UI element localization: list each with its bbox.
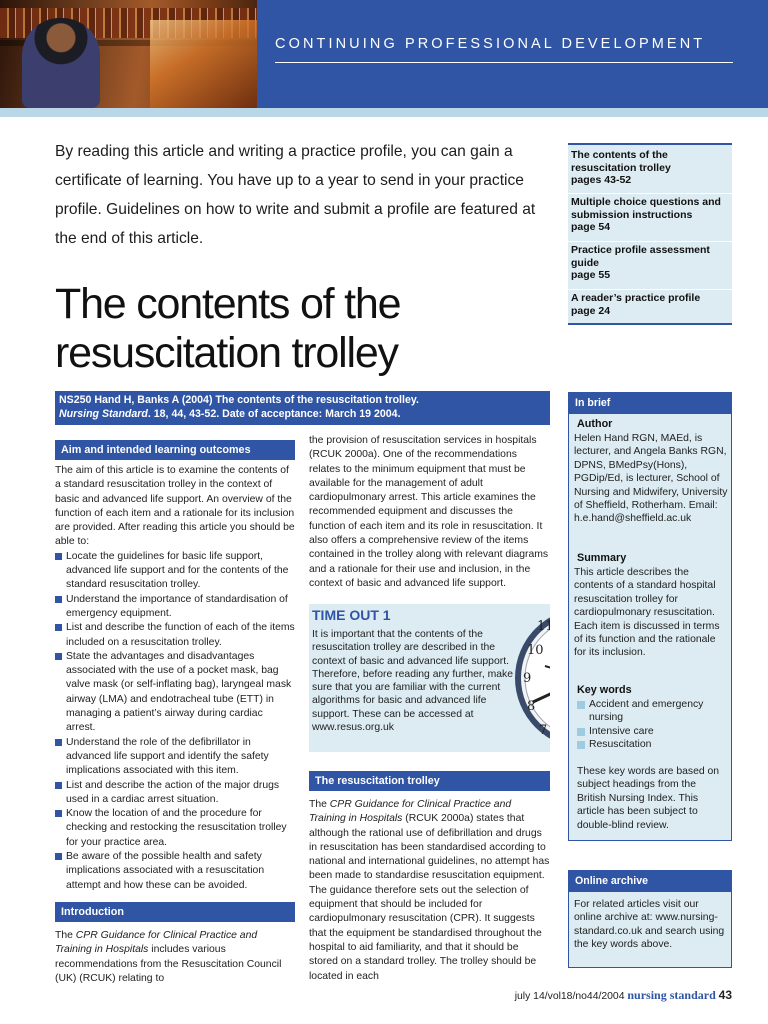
keywords-label: Key words bbox=[577, 684, 632, 696]
bullet-square-icon bbox=[55, 596, 62, 603]
objectives-list bbox=[55, 550, 295, 893]
page-footer bbox=[440, 988, 732, 1003]
timeout-text: It is important that the contents of the resuscitation trolley are described in the context of basic and advanced life support. Therefore, before reading any further, make sure that you are familiar with the current algorithms for basic and advanced life support. These can be accessed at www.resus.org.uk bbox=[312, 629, 513, 734]
list-item: Locate the guidelines for basic life support, advanced life support and for the contents of the standard resuscitation trolley. bbox=[55, 550, 295, 593]
citation-line2: Nursing Standard. 18, 44, 43-52. Date of acceptance: March 19 2004. bbox=[59, 407, 401, 420]
contents-item[interactable] bbox=[568, 244, 732, 282]
series-underline bbox=[275, 62, 733, 63]
list-item[interactable]: Intensive care bbox=[577, 725, 729, 738]
list-item[interactable]: Resuscitation bbox=[577, 738, 729, 751]
contents-item-title: A reader’s practice profile bbox=[571, 292, 701, 304]
issue-info: july 14/vol18/no44/2004 bbox=[514, 991, 625, 1002]
summary-text: This article describes the contents of a standard hospital resuscitation trolley for cardiopulmonary resuscitation. Each item is discussed in terms of its function and the rationale for its inclusion. bbox=[574, 567, 720, 659]
trolley-heading: The resuscitation trolley bbox=[309, 771, 550, 791]
timeout-title: TIME OUT 1 bbox=[312, 607, 391, 623]
list-item: List and describe the function of each of the items included on a resuscitation trolley. bbox=[55, 621, 295, 650]
summary-label: Summary bbox=[577, 552, 627, 564]
contents-item-pages: page 54 bbox=[571, 221, 611, 233]
bullet-square-icon bbox=[55, 653, 62, 660]
header-rule bbox=[0, 108, 768, 117]
citation-line1: NS250 Hand H, Banks A (2004) The contents of the resuscitation trolley. bbox=[59, 394, 419, 406]
clock-icon bbox=[515, 606, 554, 750]
aims-heading: Aim and intended learning outcomes bbox=[55, 440, 295, 460]
bullet-square-icon bbox=[55, 553, 62, 560]
bullet-square-icon bbox=[577, 728, 585, 736]
bullet-square-icon bbox=[577, 701, 585, 709]
article-title-line1: The contents of the bbox=[55, 280, 401, 328]
bullet-square-icon bbox=[55, 739, 62, 746]
contents-item-pages: pages 43-52 bbox=[571, 174, 632, 186]
list-item: Understand the importance of standardisation of emergency equipment. bbox=[55, 593, 295, 622]
list-item: Know the location of and the procedure for checking and restocking the resuscitation trolley for your practice area. bbox=[55, 807, 295, 850]
keywords-list bbox=[577, 698, 729, 752]
citation-journal: Nursing Standard bbox=[59, 407, 148, 420]
citation-box bbox=[55, 391, 550, 425]
contents-box bbox=[568, 143, 732, 325]
header-photo bbox=[0, 0, 257, 108]
intro-paragraph: By reading this article and writing a practice profile, you can gain a certificate of learning. You have up to a year to send in your practice profile. Guidelines on how to write and submit a profile are featured at the end of this article. bbox=[55, 143, 536, 247]
clock-number: 10 bbox=[527, 643, 544, 658]
contents-item-title: The contents of the resuscitation trolley bbox=[571, 149, 671, 174]
list-item: List and describe the action of the major drugs used in a cardiac arrest situation. bbox=[55, 779, 295, 808]
contents-item[interactable] bbox=[568, 149, 732, 187]
trolley-body: The CPR Guidance for Clinical Practice and Training in Hospitals (RCUK 2000a) states that although the rational use of defibrillation and drugs in resuscitation has been standardised according to national and international guidelines, no attempt has been made to standardise resuscitation equipment. The guidance therefore sets out the selection of equipment that should be included for cardiopulmonary resuscitation (CPR). It suggests that the equipment be standardised throughout the hospital to aid familiarity, and that it should be stored on a standard trolley. The trolley should be located in each bbox=[309, 799, 550, 982]
column2-text: the provision of resuscitation services in hospitals (RCUK 2000a). One of the recommendations relates to the minimum equipment that must be available for the management of adult cardiopulmonary arrest. This article examines the recommended equipment and discusses the function of each item and its role in resuscitation. It also offers a comprehensive review of the items contained in the trolley along with relevant diagrams and a rationale for their use and inclusion, in the context of basic and advanced life support. bbox=[309, 435, 549, 589]
clock-number: 7 bbox=[539, 723, 548, 738]
keywords-note: These key words are based on subject headings from the British Nursing Index. This article has been subject to double-blind review. bbox=[577, 766, 720, 831]
series-title: CONTINUING PROFESSIONAL DEVELOPMENT bbox=[275, 36, 706, 52]
article-title-line2: resuscitation trolley bbox=[55, 329, 398, 377]
timeout-box bbox=[309, 604, 554, 752]
article-title bbox=[55, 280, 555, 378]
contents-item-pages: page 24 bbox=[571, 304, 611, 317]
clock-number: 8 bbox=[527, 699, 536, 714]
journal-brand: nursing standard bbox=[627, 988, 716, 1002]
clock-number: 11 bbox=[537, 619, 554, 634]
bullet-square-icon bbox=[55, 624, 62, 631]
page-number: 43 bbox=[718, 988, 732, 1002]
author-label: Author bbox=[577, 418, 613, 430]
person-figure bbox=[22, 18, 100, 108]
contents-item-pages: page 55 bbox=[571, 269, 611, 281]
online-archive-heading: Online archive bbox=[569, 871, 731, 892]
list-item: State the advantages and disadvantages associated with the use of a pocket mask, bag valve mask (or self-inflating bag), laryngeal mask airway (LMA) and endotracheal tube (ETT) in managing a patient’s airway during cardiac arrest. bbox=[55, 650, 295, 736]
aims-text: The aim of this article is to examine the contents of a standard resuscitation trolley in the context of basic and advanced life support. An overview of the function of each item and a rationale for its inclusion are provided. After reading this article you should be able to: bbox=[55, 465, 295, 548]
bullet-square-icon bbox=[55, 853, 62, 860]
introduction-body: The CPR Guidance for Clinical Practice and Training in Hospitals includes various recommendations from the Resuscitation Council (UK) (RCUK) relating to bbox=[55, 930, 282, 984]
introduction-heading: Introduction bbox=[55, 902, 295, 922]
aims-body bbox=[55, 464, 295, 893]
contents-item[interactable] bbox=[568, 196, 732, 234]
clock-number: 9 bbox=[523, 671, 532, 686]
author-text: Helen Hand RGN, MAEd, is lecturer, and Angela Banks RGN, DPNS, BMedPsy(Hons), PGDip/Ed, is lecturer, School of Nursing and Midwifery, University of Sheffield, Rotherham. Email: h.e.hand@sheffield.ac.uk bbox=[574, 433, 728, 525]
list-item: Be aware of the possible health and safety implications associated with a resuscitation attempt and how these can be avoided. bbox=[55, 850, 295, 893]
list-item: Understand the role of the defibrillator in advanced life support and identify the safety implications associated with this item. bbox=[55, 736, 295, 779]
list-item[interactable]: Accident and emergency nursing bbox=[577, 698, 729, 725]
in-brief-panel bbox=[568, 392, 732, 841]
contents-item-title: Practice profile assessment guide bbox=[571, 244, 710, 269]
bullet-square-icon bbox=[55, 810, 62, 817]
contents-item-title: Multiple choice questions and submission instructions bbox=[571, 196, 721, 221]
online-archive-text[interactable]: For related articles visit our online archive at: www.nursing-standard.co.uk and search using the key words above. bbox=[574, 899, 725, 951]
keywords-list-wrap bbox=[577, 698, 729, 752]
contents-item[interactable] bbox=[568, 292, 732, 317]
bullet-square-icon bbox=[55, 782, 62, 789]
online-archive-panel bbox=[568, 870, 732, 968]
in-brief-heading: In brief bbox=[569, 393, 731, 414]
computer-screen bbox=[150, 20, 257, 108]
bullet-square-icon bbox=[577, 741, 585, 749]
